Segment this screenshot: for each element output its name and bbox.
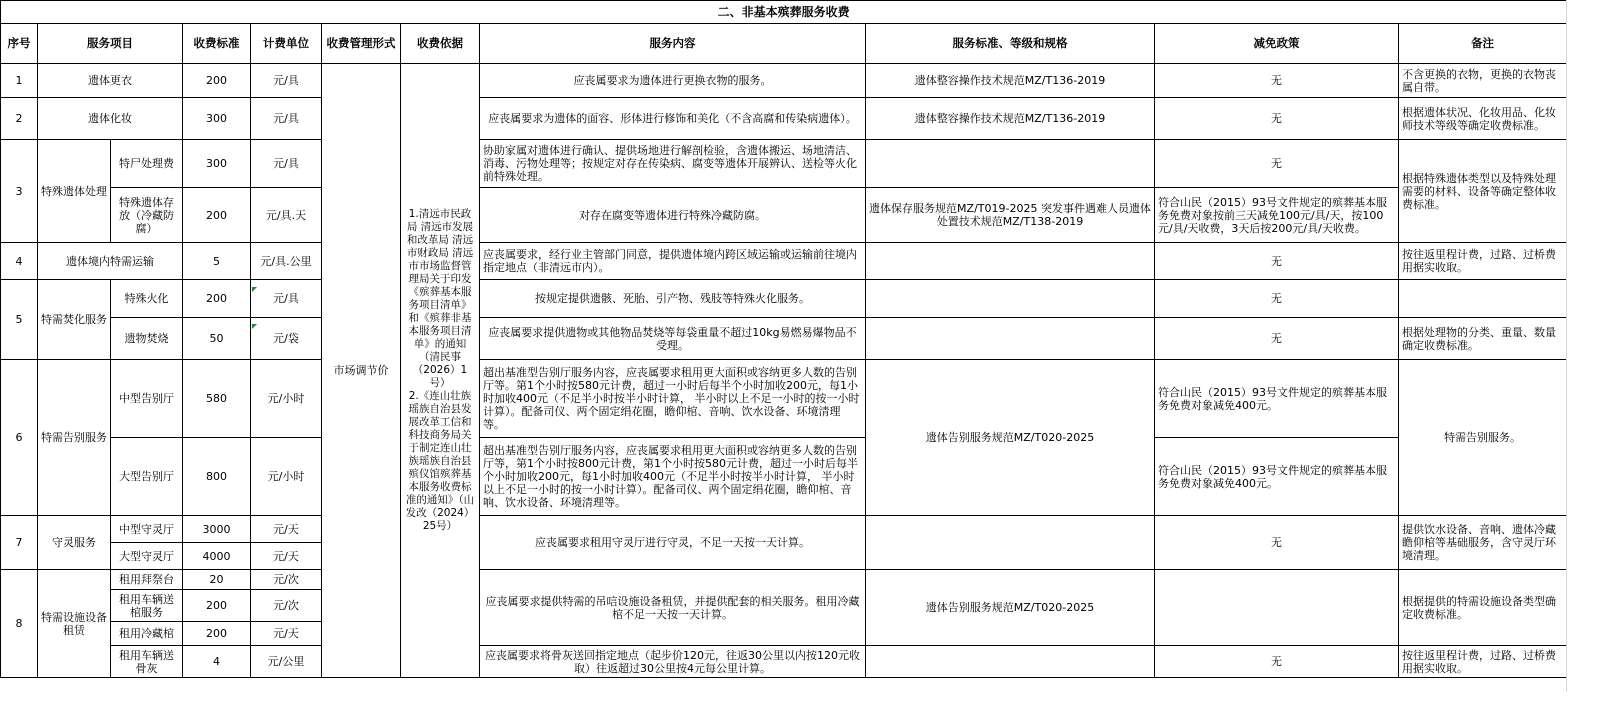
cell-unit: 元/天 <box>251 622 322 646</box>
cell-seq: 1 <box>1 64 38 98</box>
cell-content: 应丧属要求为遗体的面容、形体进行修饰和美化（不含高腐和传染病遗体）。 <box>480 98 866 140</box>
cell-item: 特需焚化服务 <box>38 280 111 360</box>
cell-unit: 元/小时 <box>251 438 322 516</box>
cell-subitem: 大型守灵厅 <box>111 543 183 570</box>
header-standard: 服务标准、等级和规格 <box>866 24 1155 64</box>
cell-unit: 元/次 <box>251 570 322 590</box>
table-row <box>1 140 1567 188</box>
cell-unit: 元/天 <box>251 516 322 543</box>
cell-content: 应丧属要求提供遗物或其他物品焚烧等每袋重量不超过10kg易燃易爆物品不受理。 <box>480 318 866 360</box>
cell-item: 遗体化妆 <box>38 98 183 140</box>
cell-subitem: 租用冷藏棺 <box>111 622 183 646</box>
table-row <box>1 516 1567 543</box>
cell-remark: 根据处理物的分类、重量、数量确定收费标准。 <box>1399 318 1567 360</box>
cell-fee: 4 <box>183 646 251 678</box>
cell-standard: 遗体告别服务规范MZ/T020-2025 <box>866 570 1155 646</box>
cell-content: 超出基准型告别厅服务内容，应丧属要求租用更大面积或容纳更多人数的告别厅等，第1个小时按800元计费，第1个小时按580元计费，超过一小时后每半个小时加收200元，每1小时加收400元（不足半小时按半小时计算， 半小时以上不足一小时的按一小时计算）。配备司仪、两个固定绢花圈，瞻仰棺、音响、饮水设备、环境清理等。 <box>480 438 866 516</box>
cell-seq: 5 <box>1 280 38 360</box>
cell-subitem: 租用车辆送骨灰 <box>111 646 183 678</box>
cell-policy: 符合山民（2015）93号文件规定的殡葬基本服务免费对象按前三天减免100元/具/天，按100元/具/天收费，3天后按200元/具/天收费。 <box>1155 188 1399 243</box>
cell-fee: 3000 <box>183 516 251 543</box>
table-row <box>1 243 1567 280</box>
cell-standard <box>866 646 1155 678</box>
cell-standard: 遗体整容操作技术规范MZ/T136-2019 <box>866 98 1155 140</box>
table-row <box>1 646 1567 678</box>
cell-standard <box>866 516 1155 570</box>
cell-fee: 200 <box>183 590 251 622</box>
table-title: 二、非基本殡葬服务收费 <box>1 1 1567 24</box>
cell-standard: 遗体告别服务规范MZ/T020-2025 <box>866 360 1155 516</box>
cell-fee: 4000 <box>183 543 251 570</box>
table-row <box>1 280 1567 318</box>
cell-subitem: 中型告别厅 <box>111 360 183 438</box>
cell-standard <box>866 280 1155 318</box>
cell-subitem: 中型守灵厅 <box>111 516 183 543</box>
cell-item: 特需设施设备租赁 <box>38 570 111 678</box>
cell-policy: 无 <box>1155 64 1399 98</box>
cell-standard <box>866 140 1155 188</box>
cell-content: 按规定提供遗骸、死胎、引产物、残肢等特殊火化服务。 <box>480 280 866 318</box>
comment-marker <box>252 324 257 329</box>
cell-fee: 300 <box>183 140 251 188</box>
cell-subitem: 遗物焚烧 <box>111 318 183 360</box>
cell-unit: 元/次 <box>251 590 322 622</box>
cell-unit: 元/袋 <box>251 318 322 360</box>
grid-edge <box>1566 0 1567 692</box>
cell-subitem: 租用拜祭台 <box>111 570 183 590</box>
cell-fee: 300 <box>183 98 251 140</box>
cell-unit: 元/具.天 <box>251 188 322 243</box>
header-content: 服务内容 <box>480 24 866 64</box>
header-fee: 收费标准 <box>183 24 251 64</box>
cell-unit: 元/小时 <box>251 360 322 438</box>
header-unit: 计费单位 <box>251 24 322 64</box>
cell-content: 对存在腐变等遗体进行特殊冷藏防腐。 <box>480 188 866 243</box>
cell-unit: 元/具.公里 <box>251 243 322 280</box>
cell-seq: 3 <box>1 140 38 243</box>
cell-remark: 不含更换的衣物，更换的衣物丧属自带。 <box>1399 64 1567 98</box>
cell-policy: 符合山民（2015）93号文件规定的殡葬基本服务免费对象减免400元。 <box>1155 438 1399 516</box>
cell-policy: 无 <box>1155 516 1399 570</box>
cell-remark: 根据遗体状况、化妆用品、化妆师技术等级等确定收费标准。 <box>1399 98 1567 140</box>
cell-item: 特殊遗体处理 <box>38 140 111 243</box>
cell-fee: 20 <box>183 570 251 590</box>
header-basis: 收费依据 <box>401 24 480 64</box>
cell-content: 应丧属要求租用守灵厅进行守灵，不足一天按一天计算。 <box>480 516 866 570</box>
cell-item: 特需告别服务 <box>38 360 111 516</box>
cell-standard <box>866 318 1155 360</box>
table-row <box>1 570 1567 590</box>
header-item: 服务项目 <box>38 24 183 64</box>
cell-unit: 元/具 <box>251 64 322 98</box>
cell-unit: 元/具 <box>251 98 322 140</box>
cell-fee: 50 <box>183 318 251 360</box>
table-row <box>1 64 1567 98</box>
cell-unit: 元/公里 <box>251 646 322 678</box>
cell-content: 应丧属要求，经行业主管部门同意，提供遗体境内跨区域运输或运输前往境内指定地点（非清远市内）。 <box>480 243 866 280</box>
cell-fee: 580 <box>183 360 251 438</box>
table-row <box>1 318 1567 360</box>
cell-fee: 200 <box>183 622 251 646</box>
header-policy: 减免政策 <box>1155 24 1399 64</box>
table-row <box>1 360 1567 438</box>
cell-item: 遗体境内特需运输 <box>38 243 183 280</box>
cell-policy: 无 <box>1155 140 1399 188</box>
cell-standard: 遗体整容操作技术规范MZ/T136-2019 <box>866 64 1155 98</box>
cell-remark: 按往返里程计费，过路、过桥费用据实收取。 <box>1399 646 1567 678</box>
cell-policy <box>1155 570 1399 646</box>
cell-content: 应丧属要求将骨灰送回指定地点（起步价120元，往返30公里以内按120元收取）往返超过30公里按4元每公里计算。 <box>480 646 866 678</box>
cell-remark <box>1399 280 1567 318</box>
cell-fee: 200 <box>183 280 251 318</box>
table-row <box>1 98 1567 140</box>
cell-policy: 无 <box>1155 243 1399 280</box>
cell-remark: 按往返里程计费，过路、过桥费用据实收取。 <box>1399 243 1567 280</box>
cell-standard: 遗体保存服务规范MZ/T019-2025 突发事件遇难人员遗体处置技术规范MZ/T138-2019 <box>866 188 1155 243</box>
cell-subitem: 租用车辆送棺服务 <box>111 590 183 622</box>
cell-subitem: 特殊火化 <box>111 280 183 318</box>
cell-policy: 无 <box>1155 280 1399 318</box>
cell-item: 守灵服务 <box>38 516 111 570</box>
cell-subitem: 特殊遗体存放（冷藏防腐） <box>111 188 183 243</box>
cell-unit: 元/具 <box>251 280 322 318</box>
cell-remark: 提供饮水设备、音响、遗体冷藏瞻仰棺等基础服务，含守灵厅环境清理。 <box>1399 516 1567 570</box>
cell-content: 超出基准型告别厅服务内容，应丧属要求租用更大面积或容纳更多人数的告别厅等。第1个小时按580元计费，超过一小时后每半个小时加收200元，每1小时加收400元（不足半小时按半小时计算， 半小时以上不足一小时的按一小时计算）。配备司仪、两个固定绢花圈，瞻仰棺、音响、饮水设备、环境清理等。 <box>480 360 866 438</box>
header-remark: 备注 <box>1399 24 1567 64</box>
cell-unit: 元/天 <box>251 543 322 570</box>
cell-fee: 200 <box>183 64 251 98</box>
cell-fee: 5 <box>183 243 251 280</box>
header-seq: 序号 <box>1 24 38 64</box>
cell-content: 协助家属对遗体进行确认、提供场地进行解剖检验，含遗体搬运、场地清洁、消毒、污物处理等；按规定对存在传染病、腐变等遗体开展辨认、送检等火化前特殊处理。 <box>480 140 866 188</box>
cell-seq: 7 <box>1 516 38 570</box>
cell-basis: 1.清远市民政局 清远市发展和改革局 清远市财政局 清远市市场监督管理局关于印发《殡葬基本服务项目清单》和《殡葬非基本服务项目清单》的通知（清民事（2026）1号） 2.《连山壮族瑶族自治县发展改革工信和科技商务局关于制定连山壮族瑶族自治县殡仪馆殡葬基本服务收费标准的通知》（山发改（2024）25号） <box>401 64 480 678</box>
cell-remark: 根据特殊遗体类型以及特殊处理需要的材料、设备等确定整体收费标准。 <box>1399 140 1567 243</box>
cell-standard <box>866 243 1155 280</box>
cell-policy: 无 <box>1155 318 1399 360</box>
cell-seq: 2 <box>1 98 38 140</box>
cell-fee: 200 <box>183 188 251 243</box>
comment-marker <box>252 287 257 292</box>
cell-fee: 800 <box>183 438 251 516</box>
cell-subitem: 大型告别厅 <box>111 438 183 516</box>
cell-policy: 无 <box>1155 646 1399 678</box>
header-mgmt: 收费管理形式 <box>322 24 401 64</box>
cell-content: 应丧属要求为遗体进行更换衣物的服务。 <box>480 64 866 98</box>
cell-item: 遗体更衣 <box>38 64 183 98</box>
cell-remark: 特需告别服务。 <box>1399 360 1567 516</box>
cell-policy: 无 <box>1155 98 1399 140</box>
cell-mgmt: 市场调节价 <box>322 64 401 678</box>
table-row <box>1 188 1567 243</box>
cell-seq: 4 <box>1 243 38 280</box>
cell-subitem: 特尸处理费 <box>111 140 183 188</box>
cell-seq: 6 <box>1 360 38 516</box>
cell-unit: 元/具 <box>251 140 322 188</box>
table-row <box>1 438 1567 516</box>
cell-remark: 根据提供的特需设施设备类型确定收费标准。 <box>1399 570 1567 646</box>
cell-seq: 8 <box>1 570 38 678</box>
cell-policy: 符合山民（2015）93号文件规定的殡葬基本服务免费对象减免400元。 <box>1155 360 1399 438</box>
cell-content: 应丧属要求提供特需的吊唁设施设备租赁，并提供配套的相关服务。租用冷藏棺不足一天按一天计算。 <box>480 570 866 646</box>
